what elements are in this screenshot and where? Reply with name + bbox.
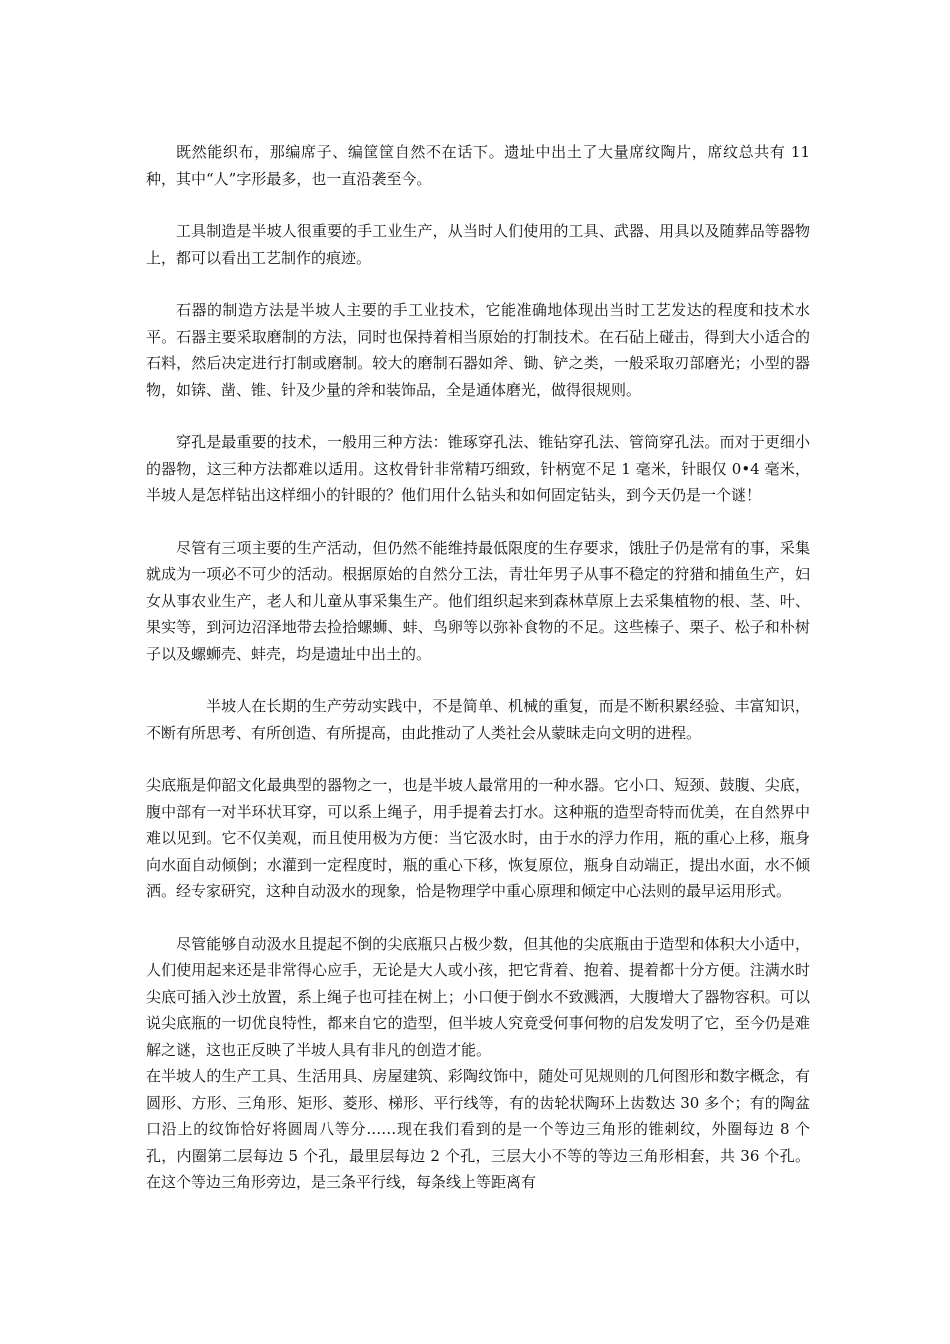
paragraph-stone-tools: 石器的制造方法是半坡人主要的手工业技术，它能准确地体现出当时工艺发达的程度和技术水平。石器主要采取磨制的方法，同时也保持着相当原始的打制技术。在石砧上碰击，得到大小适合的石料，然后决定进行打制或磨制。较大的磨制石器如斧、锄、铲之类，一般采取刃部磨光；小型的器物，如锛、凿、锥、针及少量的斧和装饰品，全是通体磨光，做得很规则。 [146, 301, 810, 399]
paragraph-drilling: 穿孔是最重要的技术，一般用三种方法：锥琢穿孔法、锥钻穿孔法、管筒穿孔法。而对于更细小的器物，这三种方法都难以适用。这枚骨针非常精巧细致，针柄宽不足 1 毫米，针眼仅 0•4 毫米，半坡人是怎样钻出这样细小的针眼的？他们用什么钻头和如何固定钻头，到今天仍是一个谜！ [146, 433, 810, 504]
paragraph-tool-making: 工具制造是半坡人很重要的手工业生产，从当时人们使用的工具、武器、用具以及随葬品等器物上，都可以看出工艺制作的痕迹。 [146, 222, 810, 267]
document-body [146, 139, 810, 1196]
paragraph-progress: 半坡人在长期的生产劳动实践中，不是简单、机械的重复，而是不断积累经验、丰富知识，不断有所思考、有所创造、有所提高，由此推动了人类社会从蒙昧走向文明的进程。 [146, 697, 810, 742]
paragraph-geometry: 在半坡人的生产工具、生活用具、房屋建筑、彩陶纹饰中，随处可见规则的几何图形和数字概念，有圆形、方形、三角形、矩形、菱形、梯形、平行线等，有的齿轮状陶环上齿数达 30 多个；有的陶盆口沿上的纹饰恰好将圆周八等分……现在我们看到的是一个等边三角形的锥刺纹，外圈每边 8 个孔，内圈第二层每边 5 个孔，最里层每边 2 个孔，三层大小不等的等边三角形相套，共 36 个孔。在这个等边三角形旁边，是三条平行线，每条线上等距离有 [146, 1067, 810, 1191]
paragraph-gathering: 尽管有三项主要的生产活动，但仍然不能维持最低限度的生存要求，饿肚子仍是常有的事，采集就成为一项必不可少的活动。根据原始的自然分工法，青壮年男子从事不稳定的狩猎和捕鱼生产，妇女从事农业生产，老人和儿童从事采集生产。他们组织起来到森林草原上去采集植物的根、茎、叶、果实等，到河边沼泽地带去捡拾螺蛳、蚌、鸟卵等以弥补食物的不足。这些榛子、栗子、松子和朴树子以及螺蛳壳、蚌壳，均是遗址中出土的。 [146, 538, 810, 663]
paragraph-bottle-use: 尽管能够自动汲水且提起不倒的尖底瓶只占极少数，但其他的尖底瓶由于造型和体积大小适中，人们使用起来还是非常得心应手，无论是大人或小孩，把它背着、抱着、提着都十分方便。注满水时尖底可插入沙土放置，系上绳子也可挂在树上；小口便于倒水不致溅洒，大腹增大了器物容积。可以说尖底瓶的一切优良特性，都来自它的造型，但半坡人究竟受何事何物的启发发明了它，至今仍是难解之谜，这也正反映了半坡人具有非凡的创造才能。 [146, 934, 810, 1059]
paragraph-pointed-bottle: 尖底瓶是仰韶文化最典型的器物之一，也是半坡人最常用的一种水器。它小口、短颈、鼓腹、尖底，腹中部有一对半环状耳穿，可以系上绳子，用手提着去打水。这种瓶的造型奇特而优美，在自然界中难以见到。它不仅美观，而且使用极为方便：当它汲水时，由于水的浮力作用，瓶的重心上移，瓶身向水面自动倾倒；水灌到一定程度时，瓶的重心下移，恢复原位，瓶身自动端正，提出水面，水不倾洒。经专家研究，这种自动汲水的现象，恰是物理学中重心原理和倾定中心法则的最早运用形式。 [146, 776, 810, 900]
paragraph-mat-weaving: 既然能织布，那编席子、编筐筐自然不在话下。遗址中出土了大量席纹陶片，席纹总共有 11 种，其中“人”字形最多，也一直沿袭至今。 [146, 143, 810, 188]
